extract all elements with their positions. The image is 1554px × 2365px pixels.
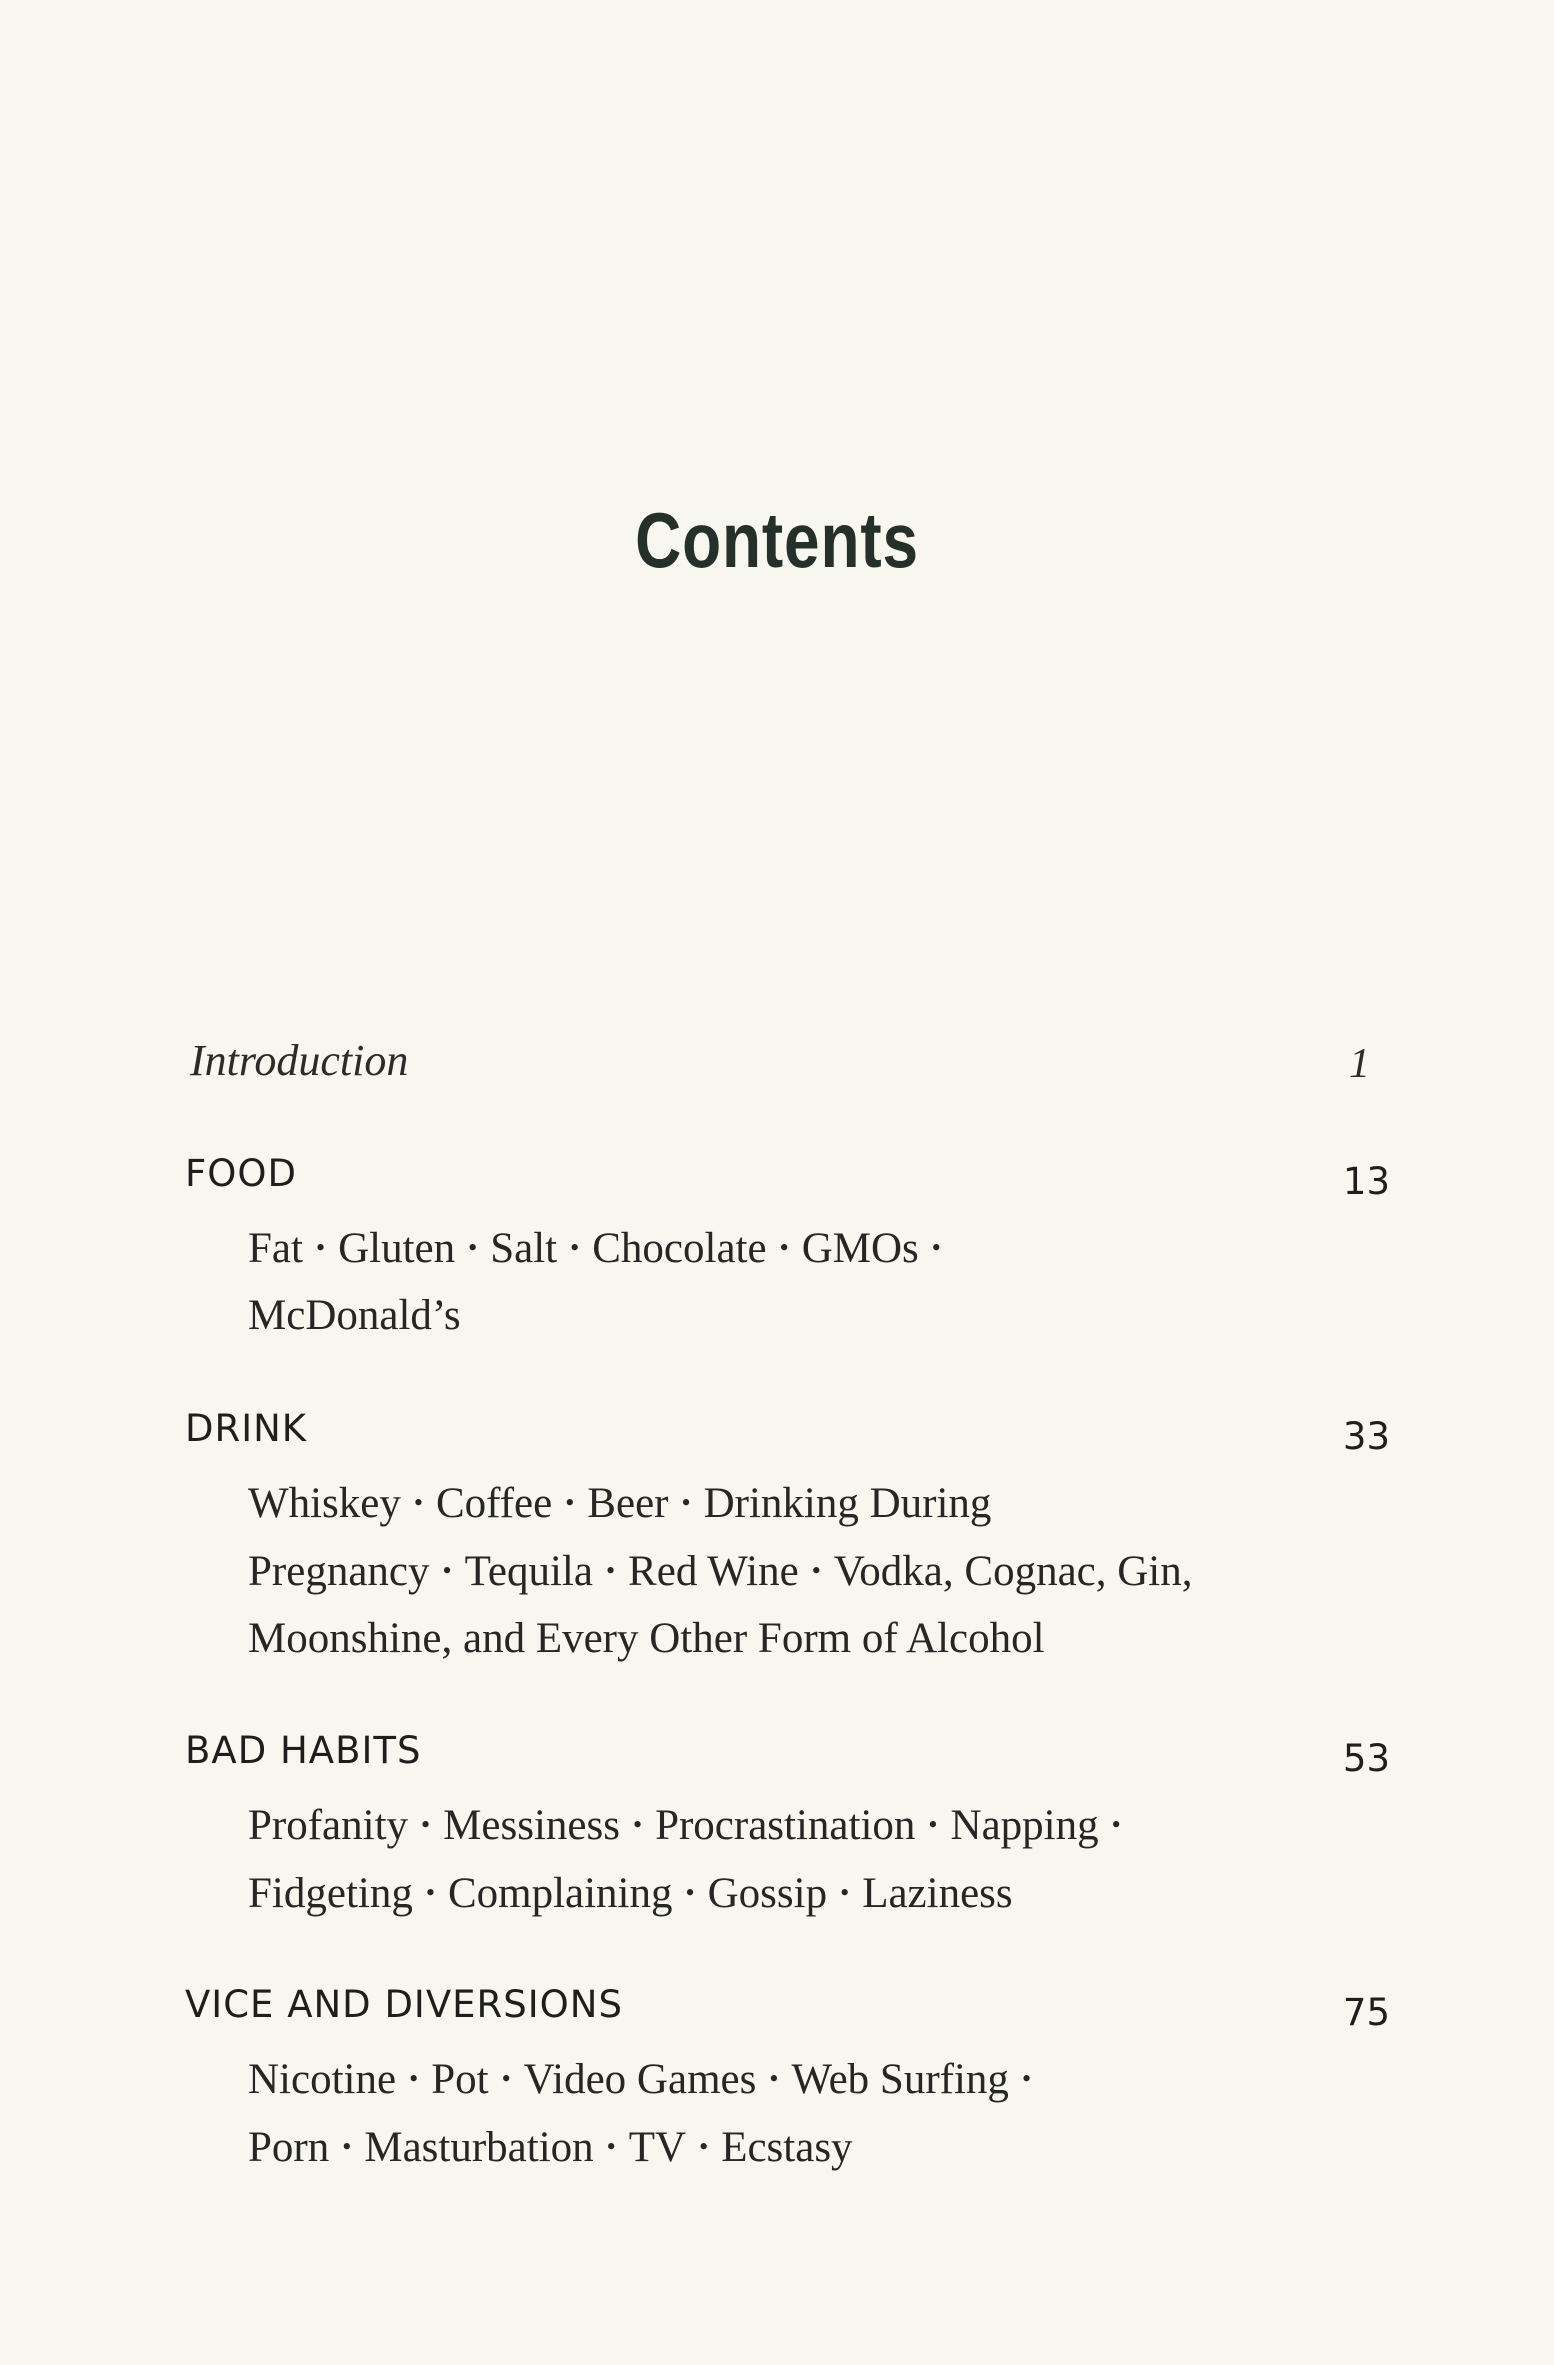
section-page-number: 53 [1342,1737,1390,1780]
topic-line [248,1469,1328,1537]
section-page-number: 75 [1342,1991,1390,2034]
topic-item: Vodka, Cognac, Gin, [833,1548,1193,1595]
topic-line [248,2113,1328,2181]
topic-item: Masturbation [364,2124,594,2171]
topic-item: Moonshine, and Every Other Form of Alcohol [248,1615,1045,1662]
topic-item: Red Wine [628,1548,799,1595]
topic-item: Gluten [338,1225,456,1272]
topic-line [248,1605,1328,1672]
topic-line [248,2045,1328,2113]
toc-entry-introduction: Introduction [190,1036,409,1085]
topic-line [248,1859,1328,1927]
bullet-separator: • [811,1556,821,1585]
topic-item: Nicotine [248,2056,397,2103]
bullet-separator: • [605,1556,616,1585]
topic-line [248,1791,1328,1859]
section-items [248,1214,1328,1349]
bullet-separator: • [570,1233,580,1262]
topic-item: GMOs [801,1225,919,1272]
bullet-separator: • [840,1878,850,1907]
bullet-separator: • [425,1878,435,1907]
bullet-separator: • [931,1233,941,1262]
topic-item: Ecstasy [721,2124,853,2171]
topic-item: Video Games [523,2056,757,2103]
topic-item: Fidgeting [248,1870,413,1917]
bullet-separator: • [409,2064,419,2093]
topic-line [248,1537,1328,1605]
bullet-separator: • [565,1488,575,1517]
bullet-separator: • [606,2132,616,2161]
toc-page-number-introduction: 1 [1349,1041,1370,1087]
topic-item: Procrastination [655,1802,916,1849]
bullet-separator: • [421,1810,431,1839]
topic-item: Fat [248,1225,303,1272]
bullet-separator: • [928,1810,938,1839]
section-title: BAD HABITS [185,1729,422,1772]
topic-item: Whiskey [248,1480,401,1527]
bullet-separator: • [769,2064,779,2093]
section-title: VICE AND DIVERSIONS [185,1983,623,2026]
section-page-number: 33 [1342,1415,1390,1458]
topic-item: Chocolate [592,1225,767,1272]
bullet-separator: • [413,1488,423,1517]
topic-item: Drinking During [703,1480,992,1527]
bullet-separator: • [315,1233,326,1262]
section-items [248,2045,1328,2181]
section-title: FOOD [185,1152,298,1195]
topic-item: Laziness [862,1870,1013,1917]
topic-item: Profanity [248,1802,409,1849]
section-items [248,1791,1328,1927]
topic-line [248,1214,1328,1282]
bullet-separator: • [699,2132,709,2161]
section-page-number: 13 [1342,1160,1390,1203]
bullet-separator: • [501,2064,511,2093]
bullet-separator: • [442,1556,452,1585]
bullet-separator: • [1021,2064,1032,2093]
topic-item: Pregnancy [248,1548,430,1595]
topic-item: Salt [490,1225,558,1272]
topic-item: Gossip [707,1870,828,1917]
topic-item: Pot [431,2056,489,2103]
bullet-separator: • [342,2132,352,2161]
bullet-separator: • [468,1233,478,1262]
bullet-separator: • [779,1233,789,1262]
bullet-separator: • [681,1488,691,1517]
bullet-separator: • [632,1810,643,1839]
bullet-separator: • [685,1878,695,1907]
topic-item: Coffee [435,1480,553,1527]
section-title: DRINK [185,1407,308,1450]
topic-item: Beer [587,1480,669,1527]
topic-item: Web Surfing [791,2056,1009,2103]
section-items [248,1469,1328,1672]
topic-item: Messiness [443,1802,620,1849]
topic-line [248,1282,1328,1349]
topic-item: TV [628,2124,687,2171]
topic-item: Napping [950,1802,1099,1849]
topic-item: Complaining [447,1870,673,1917]
topic-item: Porn [248,2124,330,2171]
topic-item: McDonald’s [248,1292,461,1339]
topic-item: Tequila [464,1548,593,1595]
bullet-separator: • [1111,1810,1121,1839]
page-title: Contents [635,496,919,584]
